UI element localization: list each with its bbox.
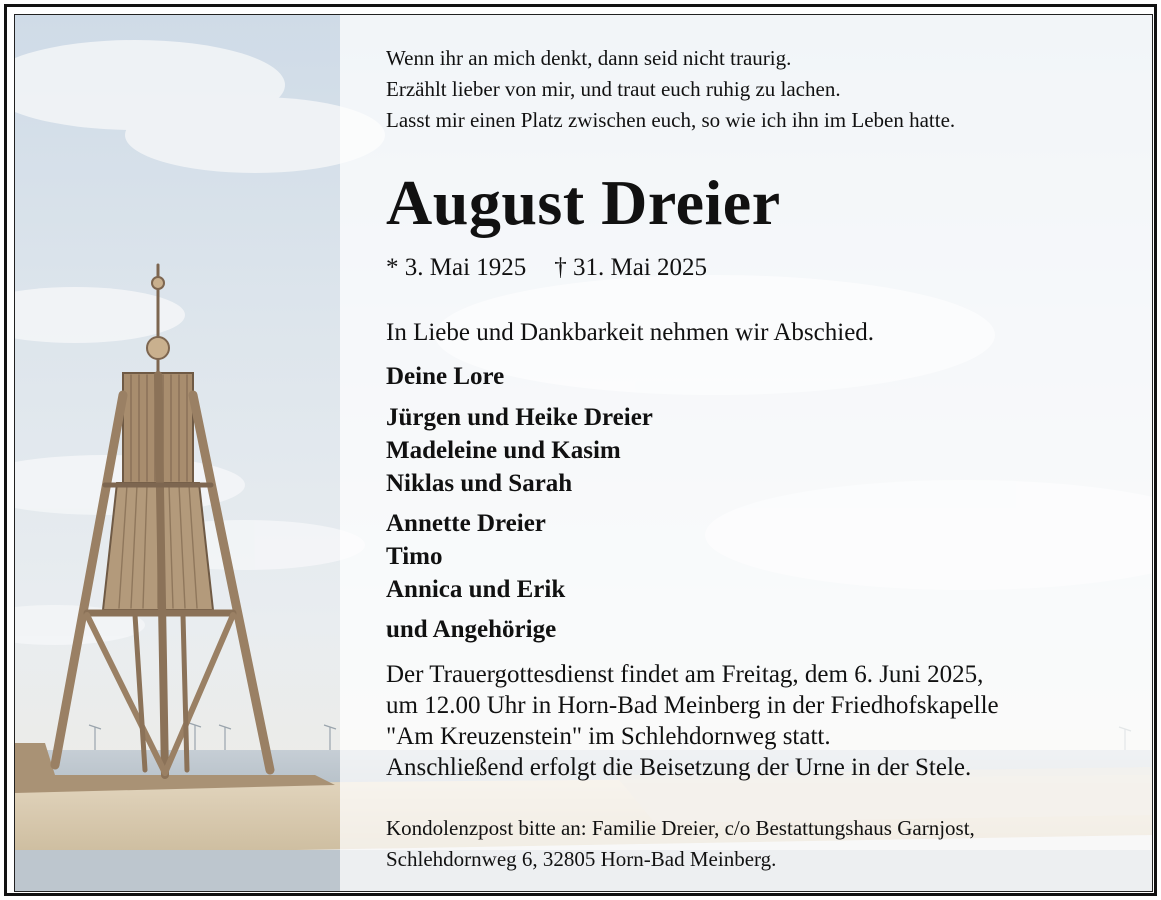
condolence-line: Kondolenzpost bitte an: Familie Dreier, c/o Bestattungshaus Garnjost,: [386, 816, 975, 840]
condolence-address: [386, 813, 975, 875]
mourner-name: Annette Dreier: [386, 510, 546, 537]
service-line: Anschließend erfolgt die Beisetzung der Urne in der Stele.: [386, 754, 972, 781]
service-line: "Am Kreuzenstein" im Schlehdornweg statt.: [386, 723, 831, 750]
deceased-name: August Dreier: [386, 167, 781, 238]
service-info: [386, 659, 999, 783]
mourner-group-1: [386, 360, 504, 393]
poem-line: Wenn ihr an mich denkt, dann seid nicht traurig.: [386, 46, 792, 70]
mourner-name: Deine Lore: [386, 363, 505, 390]
mourner-name: Madeleine und Kasim: [386, 437, 621, 464]
poem: [386, 43, 955, 136]
service-line: um 12.00 Uhr in Horn-Bad Meinberg in der Friedhofskapelle: [386, 692, 999, 719]
mourner-group-2: [386, 401, 653, 500]
poem-line: Erzählt lieber von mir, und traut euch ruhig zu lachen.: [386, 77, 841, 101]
mourner-group-4: [386, 613, 556, 646]
service-line: Der Trauergottesdienst findet am Freitag, dem 6. Juni 2025,: [386, 661, 984, 688]
obituary-frame: [4, 4, 1157, 896]
condolence-line: Schlehdornweg 6, 32805 Horn-Bad Meinberg.: [386, 847, 777, 871]
mourner-group-3: [386, 507, 565, 606]
birth-date: * 3. Mai 1925: [386, 254, 527, 281]
poem-line: Lasst mir einen Platz zwischen euch, so wie ich ihn im Leben hatte.: [386, 108, 956, 132]
death-date: † 31. Mai 2025: [554, 254, 708, 281]
mourner-name: Niklas und Sarah: [386, 470, 573, 497]
mourner-name: Timo: [386, 543, 443, 570]
mourner-name: Jürgen und Heike Dreier: [386, 404, 653, 431]
farewell-text: In Liebe und Dankbarkeit nehmen wir Abschied.: [386, 319, 875, 346]
obituary-card: [14, 14, 1153, 892]
mourner-name: und Angehörige: [386, 616, 557, 643]
mourner-name: Annica und Erik: [386, 576, 566, 603]
life-dates: [386, 253, 707, 283]
